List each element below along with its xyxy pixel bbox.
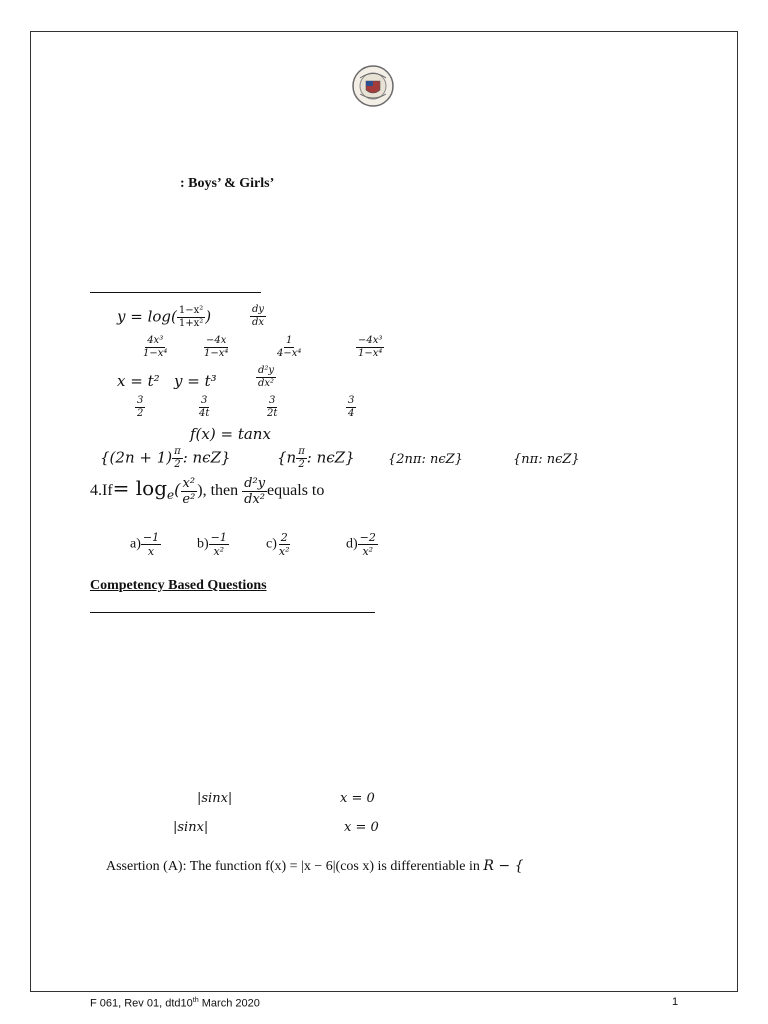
q1-option-c: $\frac{1}{\text{4−x⁴}}$ xyxy=(277,335,302,359)
row2-x-zero: x = 0 xyxy=(344,820,379,835)
q2-derivative: $\frac{\text{d²y}}{\text{dx²}}$ xyxy=(258,365,275,389)
q3-option-d: {nπ: nϵZ} xyxy=(513,452,580,467)
assertion-statement: Assertion (A): The function f(x) = |x − 6|(cos x) is differentiable in R − { xyxy=(106,858,524,874)
section-rule xyxy=(90,612,375,613)
q3-option-c: {2nπ: nϵZ} xyxy=(388,452,463,467)
school-seal-logo xyxy=(351,64,395,108)
section-title: Competency Based Questions xyxy=(90,578,267,593)
q4-option-a: a) $\frac{-1}{x}$ xyxy=(130,531,160,558)
q1-expression: y = log( $\frac{\text{1−x²}}{\text{1+x²}}$ ) xyxy=(117,305,212,329)
page-number: 1 xyxy=(672,996,679,1008)
q3-option-a: {(2n + 1) $\frac{\pi}{2}$ : nϵZ} xyxy=(100,446,231,470)
row2-abs-sin: |sinx| xyxy=(173,820,209,835)
q3-option-b: {n $\frac{\pi}{2}$ : nϵZ} xyxy=(277,446,355,470)
q4-option-d: d) $\frac{-2}{\text{x²}}$ xyxy=(346,531,376,558)
q2-option-d: $\frac{3}{4}$ xyxy=(348,395,355,419)
q2-param-x: x = t² xyxy=(117,372,160,390)
q4-option-c: c) $\frac{2}{\text{x²}}$ xyxy=(266,531,290,558)
q1-option-a: $\frac{\text{4x³}}{\text{1−x⁴}}$ xyxy=(143,335,168,359)
page-border xyxy=(30,31,738,992)
q3-function: f(x) = tanx xyxy=(190,425,271,443)
row1-x-zero: x = 0 xyxy=(340,791,375,806)
q2-option-b: $\frac{3}{4t}$ xyxy=(199,395,210,419)
q2-option-a: $\frac{3}{2}$ xyxy=(137,395,144,419)
row1-abs-sin: |sinx| xyxy=(197,791,233,806)
q1-derivative: $\frac{dy}{dx}$ xyxy=(252,304,265,328)
q2-param-y: y = t³ xyxy=(174,372,217,390)
q4-option-b: b) $\frac{-1}{\text{x²}}$ xyxy=(197,531,227,558)
section-line: : Boys’ & Girls’ xyxy=(180,176,275,191)
footer-doc-ref: F 061, Rev 01, dtd10th March 2020 xyxy=(90,996,260,1010)
q2-option-c: $\frac{3}{2t}$ xyxy=(267,395,278,419)
q1-option-d: $\frac{\text{−4x³}}{\text{1−x⁴}}$ xyxy=(358,335,383,359)
q4-question: $4.If= \log_e$( $\frac{\text{x²}}{\text{e²}}$ ), then $\frac{\text{d²y}}{\text{dx²}}$ equals to xyxy=(90,475,325,507)
q1-option-b: $\frac{-4x}{\text{1−x⁴}}$ xyxy=(204,335,229,359)
divider-rule xyxy=(90,292,261,293)
